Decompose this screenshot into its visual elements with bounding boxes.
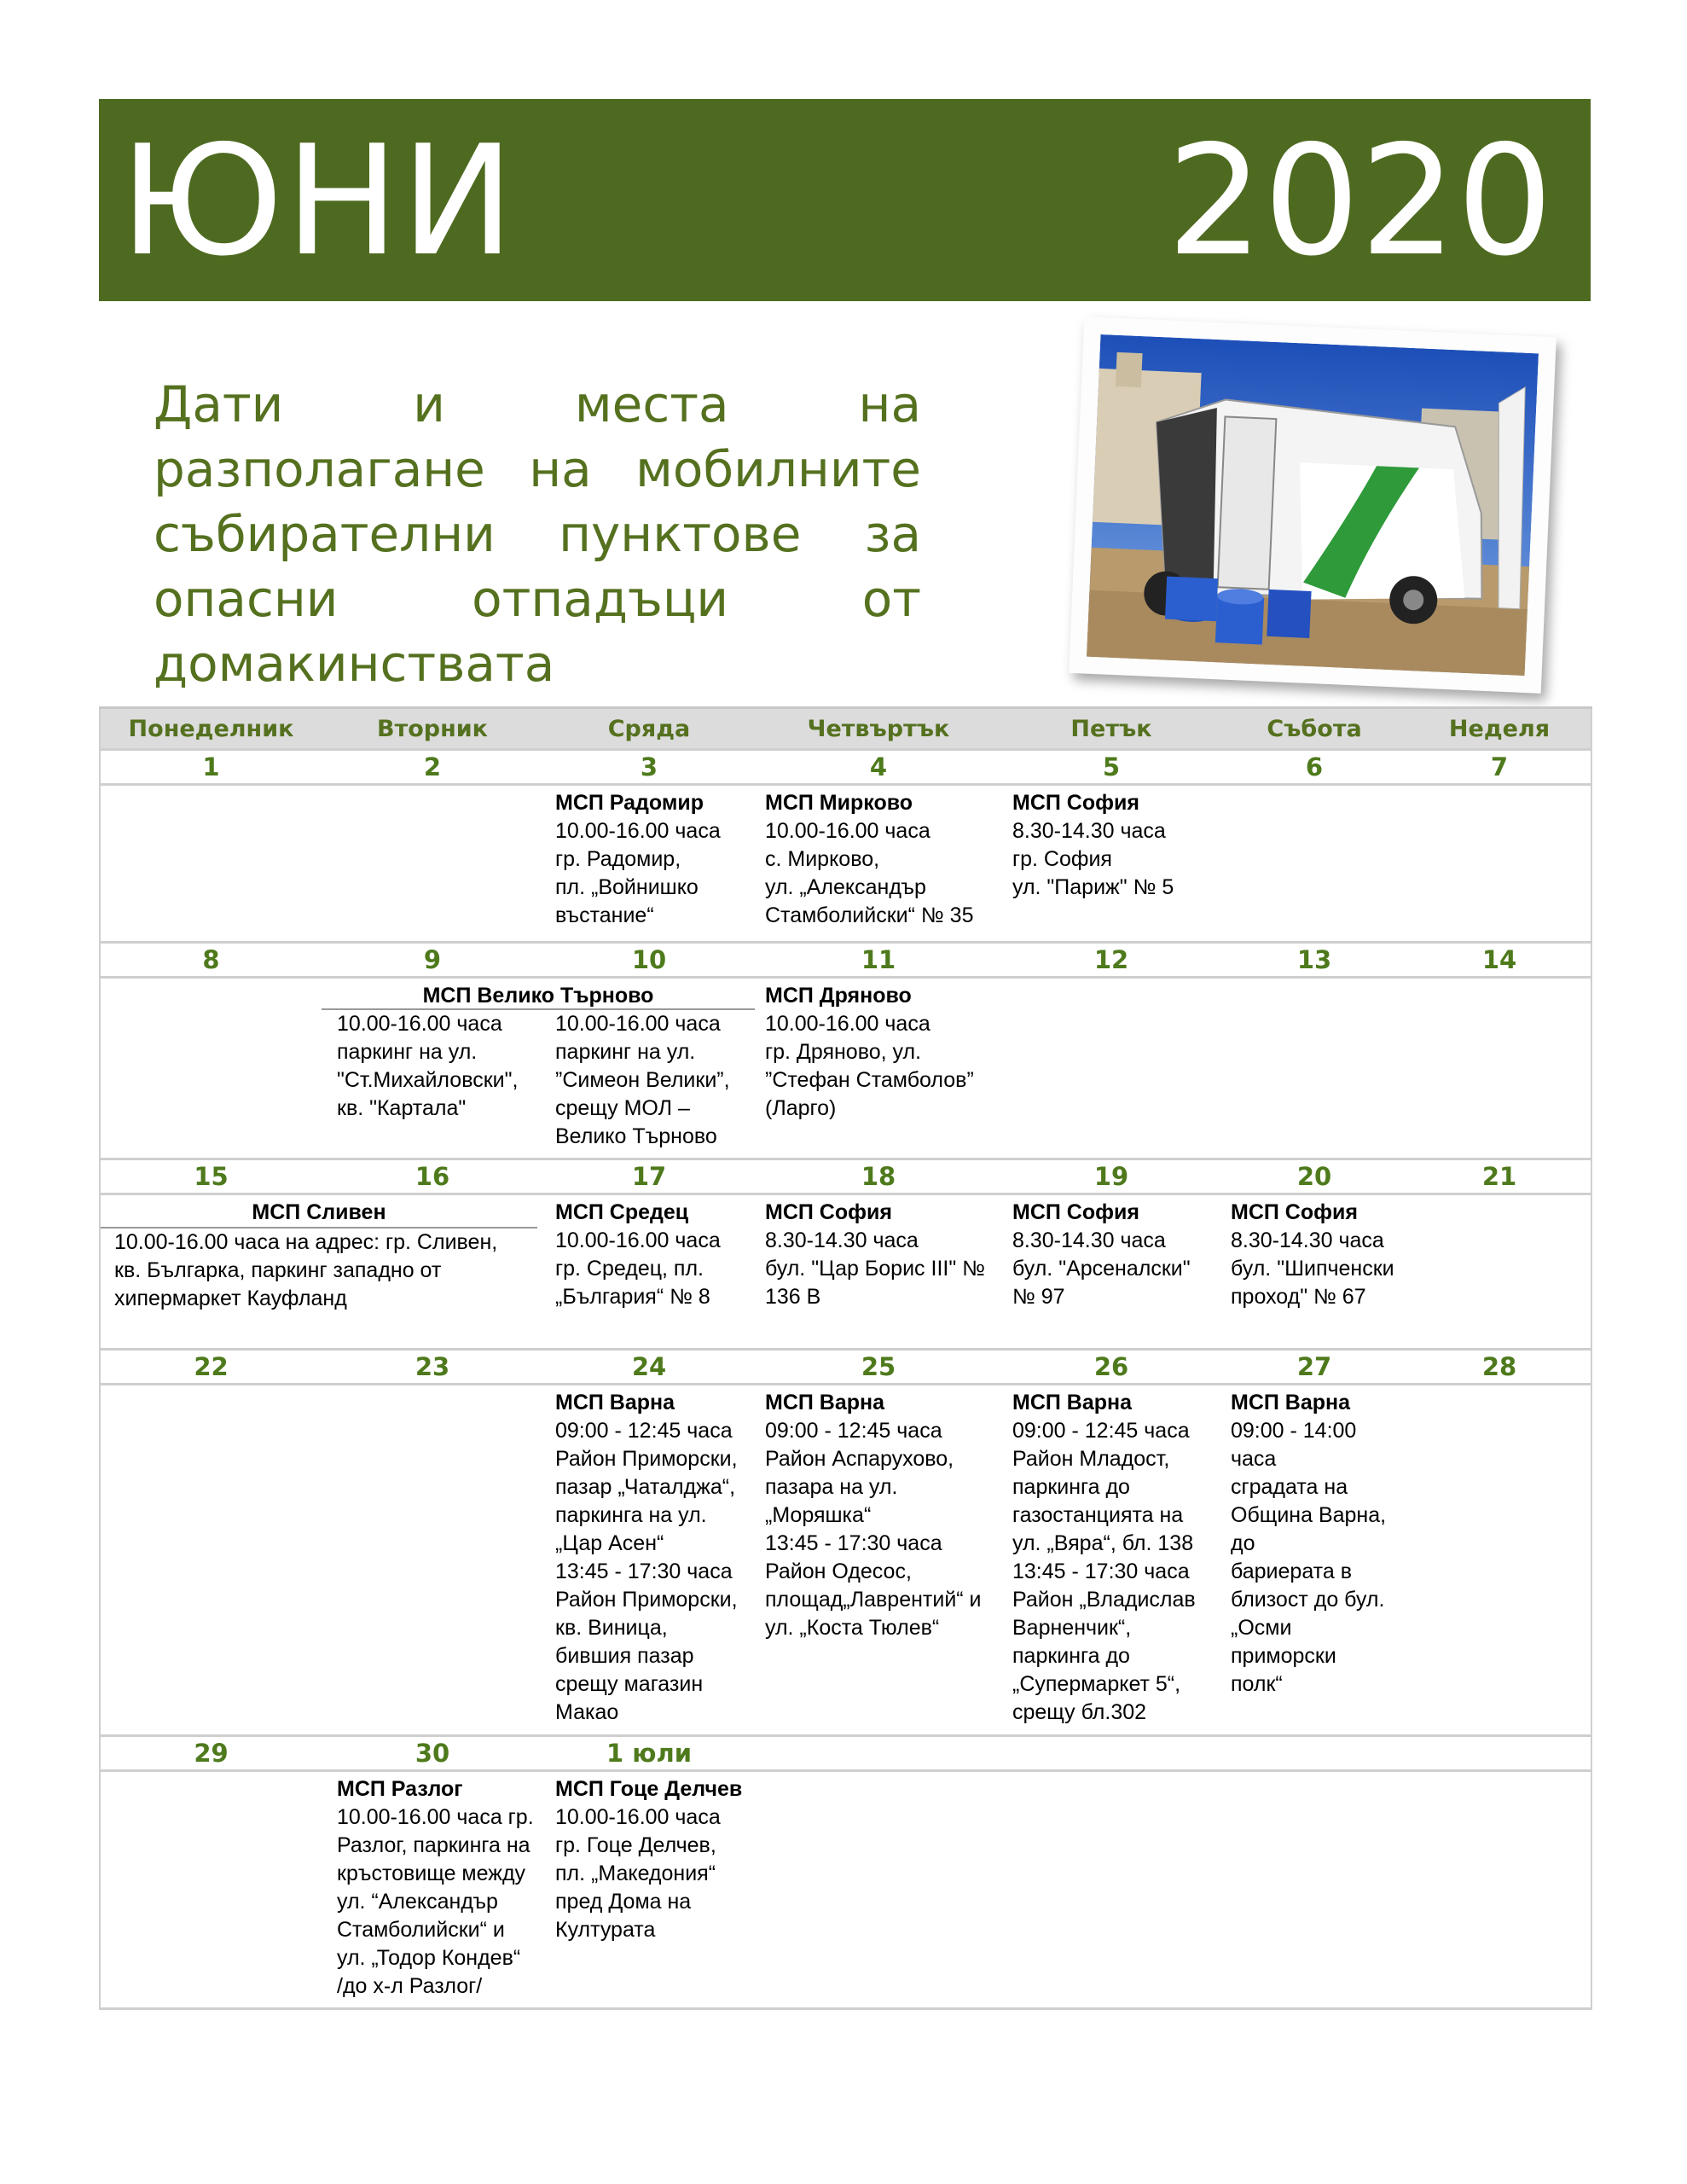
date-cell (1220, 1736, 1408, 1771)
weekday-sunday: Неделя (1408, 708, 1591, 750)
event-line: 10.00-16.00 часа (337, 1012, 502, 1036)
date-cell: 4 (755, 750, 1002, 785)
year-title: 2020 (1167, 113, 1553, 289)
date-cell: 7 (1408, 750, 1591, 785)
date-cell: 22 (100, 1350, 322, 1385)
empty-cell (1408, 1771, 1591, 2009)
date-cell: 23 (322, 1350, 543, 1385)
event-cell (755, 785, 1002, 943)
date-cell: 19 (1002, 1159, 1220, 1194)
date-cell: 30 (322, 1736, 543, 1771)
date-cell: 28 (1408, 1350, 1591, 1385)
date-cell (1002, 1736, 1220, 1771)
week-1-events (100, 785, 1591, 943)
week-2-dates (100, 943, 1591, 978)
empty-cell (322, 1385, 543, 1736)
event-line: сградата на (1231, 1475, 1348, 1499)
event-title: МСП Разлог (337, 1777, 463, 1801)
event-line: гр. Радомир, (555, 847, 681, 871)
empty-cell (100, 1771, 322, 2009)
empty-cell (1408, 1385, 1591, 1736)
event-line: кв. Виница, (555, 1616, 668, 1640)
date-cell: 26 (1002, 1350, 1220, 1385)
event-line: близост до бул. (1231, 1588, 1385, 1612)
event-line: „България“ № 8 (555, 1285, 710, 1309)
event-cell (755, 1194, 1002, 1350)
empty-cell (1408, 978, 1591, 1159)
event-line: проход" № 67 (1231, 1285, 1366, 1309)
date-cell: 10 (543, 943, 755, 978)
event-line: срещу МОЛ – (555, 1096, 690, 1120)
event-title: МСП Средец (555, 1200, 689, 1224)
date-cell: 1 юли (543, 1736, 755, 1771)
calendar-table (99, 706, 1592, 2010)
event-line: ул. „Вяра“, бл. 138 (1012, 1531, 1194, 1555)
event-line: кв. "Картала" (337, 1096, 467, 1120)
event-cell (543, 785, 755, 943)
event-line: ”Стефан Стамболов” (765, 1068, 974, 1092)
date-cell: 3 (543, 750, 755, 785)
event-line: с. Мирково, (765, 847, 880, 871)
empty-cell (100, 1385, 322, 1736)
event-title: МСП София (1231, 1200, 1358, 1224)
empty-cell (1002, 978, 1220, 1159)
event-line: Район Одесос, (765, 1560, 912, 1583)
date-cell (755, 1736, 1002, 1771)
event-title: МСП Варна (1231, 1391, 1351, 1414)
event-cell (1002, 785, 1220, 943)
date-cell: 21 (1408, 1159, 1591, 1194)
date-cell: 17 (543, 1159, 755, 1194)
event-line: 13:45 - 17:30 часа (555, 1560, 733, 1583)
empty-cell (1220, 978, 1408, 1159)
event-line: 8.30-14.30 часа (765, 1228, 919, 1252)
date-cell: 2 (322, 750, 543, 785)
event-line: паркинга до (1012, 1475, 1130, 1499)
event-line: паркинг на ул. (337, 1040, 478, 1064)
empty-cell (755, 1771, 1002, 2009)
event-line: кв. Българка, паркинг западно от (114, 1258, 442, 1282)
event-title: МСП Дряново (765, 984, 912, 1008)
event-title: МСП София (1012, 791, 1139, 815)
event-title: МСП Радомир (555, 791, 704, 815)
event-line: пл. „Войнишко (555, 875, 699, 899)
event-line: № 97 (1012, 1285, 1065, 1309)
event-line: 13:45 - 17:30 часа (1012, 1560, 1190, 1583)
week-5-dates (100, 1736, 1591, 1771)
event-line: (Ларго) (765, 1096, 837, 1120)
event-line: бул. "Арсеналски" (1012, 1257, 1191, 1281)
date-cell: 12 (1002, 943, 1220, 978)
event-line: 13:45 - 17:30 часа (765, 1531, 942, 1555)
week-3-events (100, 1194, 1591, 1350)
event-line: гр. Дряново, ул. (765, 1040, 921, 1064)
event-line: 136 В (765, 1285, 821, 1309)
event-line: Район Приморски, (555, 1588, 738, 1612)
event-line: бул. "Шипченски (1231, 1257, 1394, 1281)
weekday-wednesday: Сряда (543, 708, 755, 750)
event-line: Велико Търново (555, 1124, 717, 1148)
date-cell: 9 (322, 943, 543, 978)
event-line: въстание“ (555, 903, 654, 927)
event-line: Културата (555, 1918, 656, 1942)
event-cell (1220, 1385, 1408, 1736)
event-cell (1002, 1385, 1220, 1736)
event-line: 09:00 - 12:45 часа (765, 1419, 942, 1443)
event-line: 10.00-16.00 часа (555, 1805, 721, 1829)
event-title: МСП Мирково (765, 791, 913, 815)
weekday-header-row (100, 708, 1591, 750)
event-line: "Ст.Михайловски", (337, 1068, 519, 1092)
event-cell (322, 1771, 543, 2009)
event-line: бариерата в (1231, 1560, 1352, 1583)
event-line: Район „Владислав (1012, 1588, 1196, 1612)
event-line: „Цар Асен“ (555, 1531, 664, 1555)
date-cell: 16 (322, 1159, 543, 1194)
week-4-events (100, 1385, 1591, 1736)
weekday-friday: Петък (1002, 708, 1220, 750)
event-line: 8.30-14.30 часа (1231, 1228, 1384, 1252)
event-title: МСП Варна (765, 1391, 885, 1414)
event-line: газостанцията на (1012, 1503, 1184, 1527)
event-line: Район Аспарухово, (765, 1447, 954, 1471)
event-line: гр. Гоце Делчев, (555, 1833, 716, 1857)
event-line: 8.30-14.30 часа (1012, 819, 1166, 843)
event-line: ул. "Париж" № 5 (1012, 875, 1174, 899)
date-cell: 11 (755, 943, 1002, 978)
event-cell (543, 1385, 755, 1736)
event-line: пазара на ул. (765, 1475, 898, 1499)
event-line: „Моряшка“ (765, 1503, 872, 1527)
weekday-tuesday: Вторник (322, 708, 543, 750)
event-line: ул. “Александър (337, 1890, 498, 1914)
event-line: ул. „Коста Тюлев“ (765, 1616, 940, 1640)
date-cell: 18 (755, 1159, 1002, 1194)
event-cell (755, 1385, 1002, 1736)
week-2-events (100, 978, 1591, 1159)
event-line: полк“ (1231, 1672, 1283, 1696)
event-line: Район Приморски, (555, 1447, 738, 1471)
empty-cell (1002, 1771, 1220, 2009)
photo-frame (1069, 317, 1557, 694)
week-3-dates (100, 1159, 1591, 1194)
event-line: пред Дома на (555, 1890, 692, 1914)
event-line: ул. „Александър (765, 875, 926, 899)
week-5-events (100, 1771, 1591, 2009)
empty-cell (1220, 785, 1408, 943)
event-line: гр. София (1012, 847, 1112, 871)
date-cell: 24 (543, 1350, 755, 1385)
month-banner (99, 99, 1591, 301)
event-line: хипермаркет Кауфланд (114, 1287, 347, 1310)
date-cell: 27 (1220, 1350, 1408, 1385)
event-line: кръстовище между (337, 1862, 526, 1885)
date-cell: 29 (100, 1736, 322, 1771)
event-line: Община Варна, до (1231, 1503, 1387, 1555)
empty-cell (322, 785, 543, 943)
week-1-dates (100, 750, 1591, 785)
mobile-collection-van-photo (1087, 334, 1539, 676)
empty-cell (1408, 1194, 1591, 1350)
event-cell (543, 1771, 755, 2009)
event-line: 10.00-16.00 часа (765, 1012, 930, 1036)
event-line: бившия пазар (555, 1644, 694, 1668)
date-cell: 1 (100, 750, 322, 785)
event-line: 10.00-16.00 часа гр. (337, 1805, 534, 1829)
empty-cell (1408, 785, 1591, 943)
event-line: Стамболийски“ и (337, 1918, 505, 1942)
empty-cell (100, 978, 322, 1159)
event-title: МСП Велико Търново (422, 984, 654, 1008)
date-cell: 8 (100, 943, 322, 978)
date-cell: 13 (1220, 943, 1408, 978)
event-cell (1002, 1194, 1220, 1350)
event-title: МСП София (765, 1200, 892, 1224)
event-line: гр. Средец, пл. (555, 1257, 704, 1281)
event-cell (543, 1194, 755, 1350)
event-line: „Супермаркет 5“, (1012, 1672, 1181, 1696)
date-cell: 15 (100, 1159, 322, 1194)
event-line: площад„Лаврентий“ и (765, 1588, 982, 1612)
event-line: /до х-л Разлог/ (337, 1974, 483, 1998)
event-line: ул. „Тодор Кондев“ (337, 1946, 521, 1970)
empty-cell (100, 785, 322, 943)
date-cell: 14 (1408, 943, 1591, 978)
event-line: 10.00-16.00 часа на адрес: гр. Сливен, (114, 1230, 498, 1254)
event-title: МСП Варна (1012, 1391, 1133, 1414)
event-line: 10.00-16.00 часа (765, 819, 930, 843)
weekday-thursday: Четвъртък (755, 708, 1002, 750)
weekday-saturday: Събота (1220, 708, 1408, 750)
event-line: пазар „Чаталджа“, (555, 1475, 736, 1499)
event-line: „Осми приморски (1231, 1616, 1336, 1668)
weekday-monday: Понеделник (100, 708, 322, 750)
date-cell: 20 (1220, 1159, 1408, 1194)
event-line: 10.00-16.00 часа (555, 1228, 721, 1252)
event-line: 8.30-14.30 часа (1012, 1228, 1166, 1252)
date-cell: 6 (1220, 750, 1408, 785)
empty-cell (1220, 1771, 1408, 2009)
event-line: 09:00 - 12:45 часа (1012, 1419, 1190, 1443)
event-line: паркинга до (1012, 1644, 1130, 1668)
event-line: Макао (555, 1700, 619, 1724)
date-cell: 25 (755, 1350, 1002, 1385)
event-line: паркинг на ул. (555, 1040, 696, 1064)
event-cell-span (100, 1194, 543, 1350)
month-title: ЮНИ (119, 113, 517, 289)
event-title: МСП София (1012, 1200, 1139, 1224)
event-line: Варненчик“, (1012, 1616, 1132, 1640)
event-title: МСП Сливен (101, 1199, 537, 1228)
event-line: паркинга на ул. (555, 1503, 707, 1527)
event-line: Разлог, паркинга на (337, 1833, 530, 1857)
event-line: срещу магазин (555, 1672, 704, 1696)
event-title: МСП Гоце Делчев (555, 1777, 743, 1801)
event-cell (1220, 1194, 1408, 1350)
date-cell: 5 (1002, 750, 1220, 785)
event-line: 09:00 - 12:45 часа (555, 1419, 733, 1443)
event-title: МСП Варна (555, 1391, 675, 1414)
event-cell (755, 978, 1002, 1159)
date-cell (1408, 1736, 1591, 1771)
event-line: 10.00-16.00 часа (555, 1012, 721, 1036)
event-line: 09:00 - 14:00 часа (1231, 1419, 1357, 1471)
event-cell-span (322, 978, 755, 1159)
event-line: Стамболийски“ № 35 (765, 903, 974, 927)
event-line: 10.00-16.00 часа (555, 819, 721, 843)
event-line: ”Симеон Велики”, (555, 1068, 730, 1092)
event-line: срещу бл.302 (1012, 1700, 1147, 1724)
event-line: бул. "Цар Борис III" № (765, 1257, 985, 1281)
event-line: пл. „Македония“ (555, 1862, 716, 1885)
week-4-dates (100, 1350, 1591, 1385)
event-line: Район Младост, (1012, 1447, 1170, 1471)
page-subtitle: Дати и места на разполагане на мобилните събирателни пунктове за опасни отпадъци от домакинствата (154, 375, 921, 693)
